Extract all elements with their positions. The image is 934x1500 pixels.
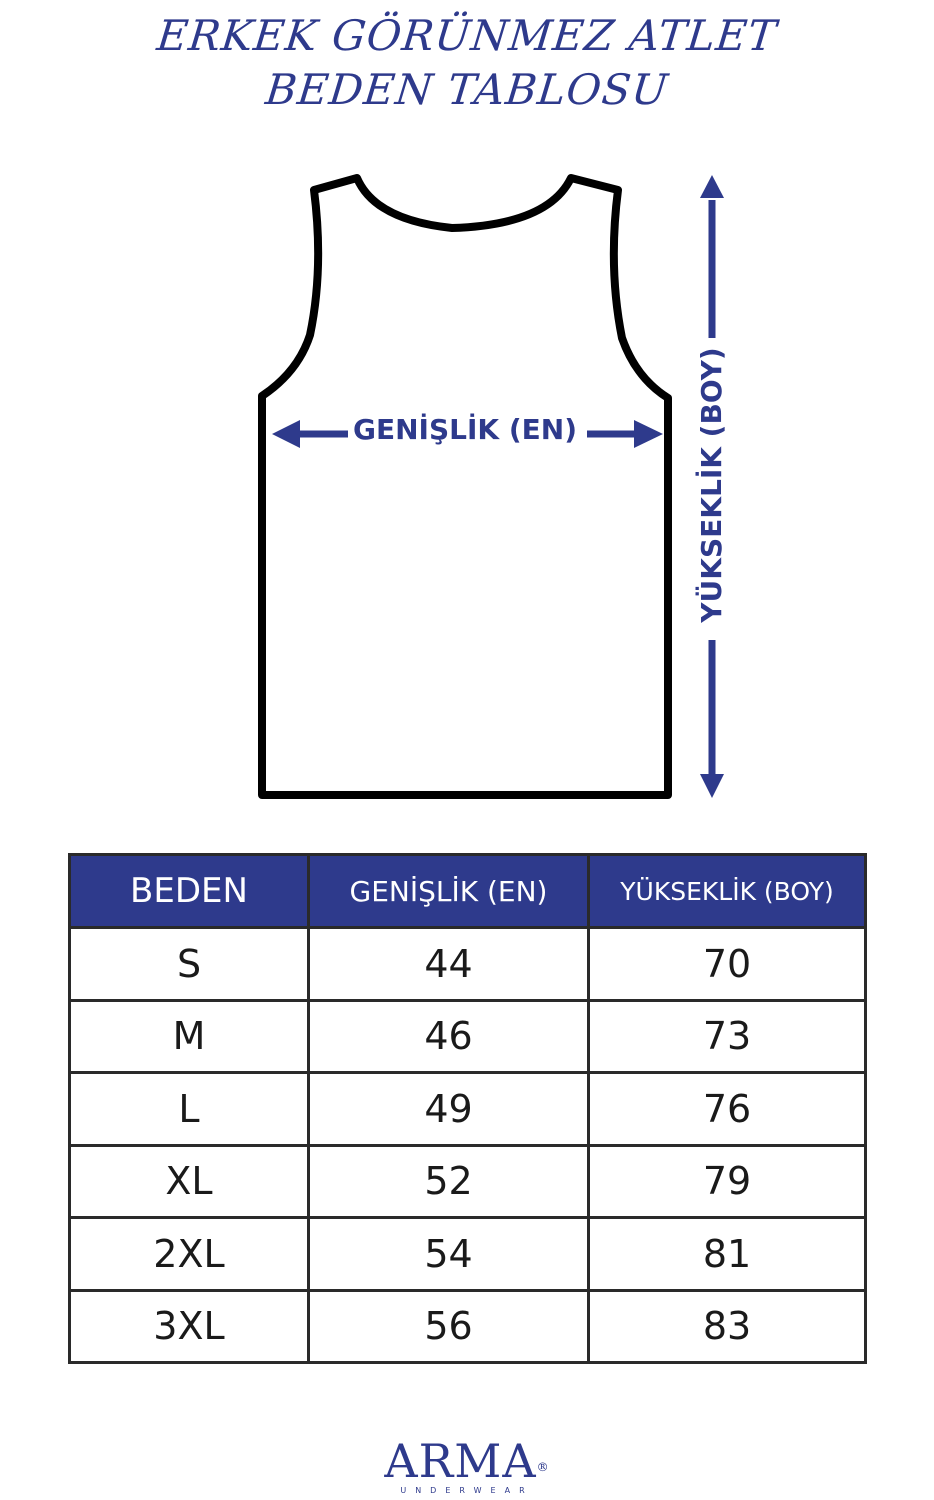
cell-size: XL [70, 1145, 309, 1218]
header-width: GENİŞLİK (EN) [309, 855, 589, 928]
cell-width: 54 [309, 1218, 589, 1291]
registered-mark: ® [536, 1460, 550, 1474]
table-row [70, 1073, 866, 1146]
table-row [70, 1145, 866, 1218]
tank-top-outline-icon [262, 178, 668, 795]
page-title-line-1: ERKEK GÖRÜNMEZ ATLET [154, 11, 780, 60]
table-row [70, 1000, 866, 1073]
brand-logo [0, 1436, 934, 1486]
cell-size: M [70, 1000, 309, 1073]
height-label: YÜKSEKLİK (BOY) [695, 347, 728, 623]
header-height: YÜKSEKLİK (BOY) [589, 855, 866, 928]
table-row [70, 1290, 866, 1363]
cell-size: L [70, 1073, 309, 1146]
cell-height: 70 [589, 928, 866, 1001]
size-table [68, 853, 867, 1364]
cell-height: 76 [589, 1073, 866, 1146]
cell-width: 46 [309, 1000, 589, 1073]
cell-height: 79 [589, 1145, 866, 1218]
cell-width: 56 [309, 1290, 589, 1363]
cell-size: 3XL [70, 1290, 309, 1363]
header-size: BEDEN [70, 855, 309, 928]
cell-width: 44 [309, 928, 589, 1001]
cell-height: 83 [589, 1290, 866, 1363]
width-label: GENİŞLİK (EN) [353, 413, 577, 446]
cell-size: S [70, 928, 309, 1001]
cell-height: 81 [589, 1218, 866, 1291]
table-header-row [70, 855, 866, 928]
tank-top-diagram [0, 150, 934, 810]
cell-height: 73 [589, 1000, 866, 1073]
page-title-line-2: BEDEN TABLOSU [263, 65, 671, 114]
cell-size: 2XL [70, 1218, 309, 1291]
brand-name: ARMA [384, 1434, 537, 1488]
table-row [70, 1218, 866, 1291]
table-row [70, 928, 866, 1001]
cell-width: 52 [309, 1145, 589, 1218]
cell-width: 49 [309, 1073, 589, 1146]
brand-tagline: UNDERWEAR [400, 1486, 534, 1495]
